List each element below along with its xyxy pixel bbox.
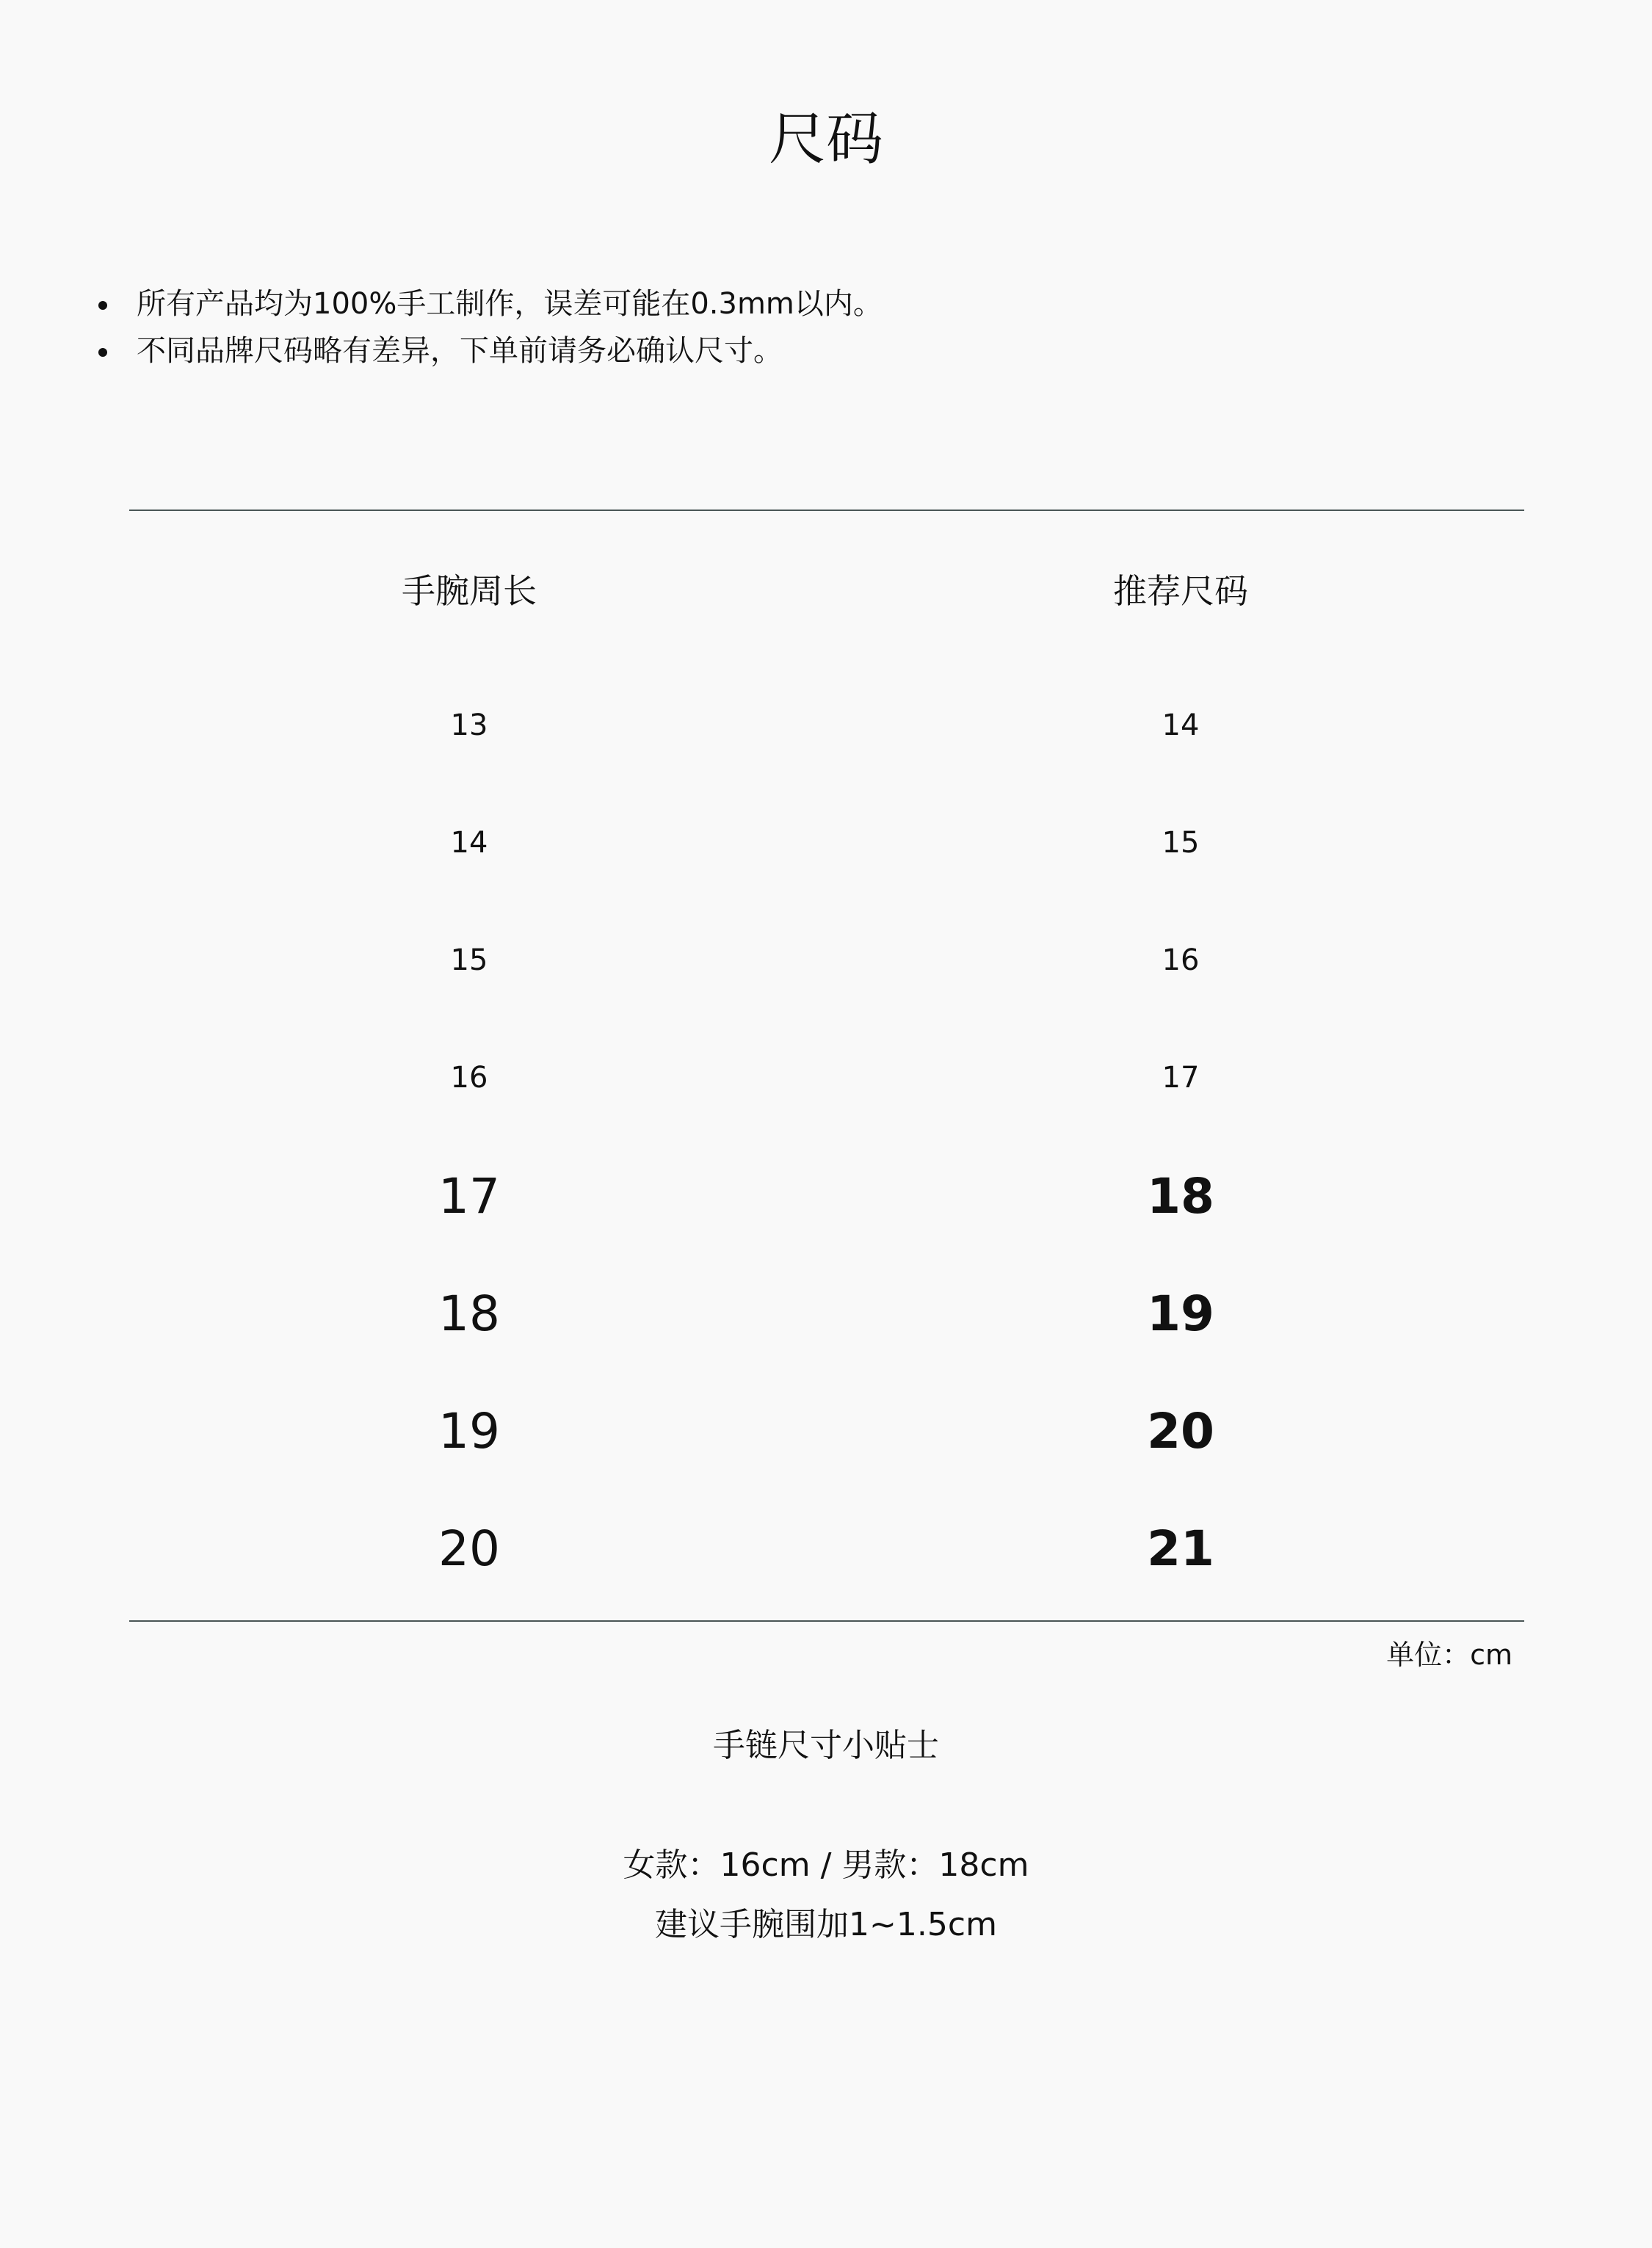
table-cell-size: 16	[1162, 943, 1200, 977]
table-cell-size: 15	[1162, 826, 1200, 860]
column-header-wrist: 手腕周长	[402, 571, 537, 611]
tips-line-sizes: 女款：16cm / 男款：18cm	[623, 1846, 1029, 1884]
table-cell-size: 18	[1147, 1168, 1214, 1225]
table-top-divider	[129, 510, 1524, 511]
unit-label: 单位：cm	[1386, 1639, 1512, 1671]
note-item: 不同品牌尺码略有差异，下单前请务必确认尺寸。	[93, 327, 883, 374]
table-cell-size: 17	[1162, 1061, 1200, 1095]
tips-line-advice: 建议手腕围加1~1.5cm	[655, 1906, 997, 1943]
table-cell-wrist: 15	[450, 943, 488, 977]
table-cell-size: 20	[1147, 1403, 1214, 1460]
table-cell-size: 14	[1162, 708, 1200, 742]
table-cell-wrist: 17	[438, 1168, 500, 1225]
table-cell-size: 21	[1147, 1520, 1214, 1577]
table-cell-wrist: 18	[438, 1286, 500, 1342]
column-header-size: 推荐尺码	[1113, 571, 1248, 611]
table-cell-wrist: 20	[438, 1520, 500, 1577]
page-title: 尺码	[768, 106, 883, 173]
table-cell-wrist: 14	[450, 826, 488, 860]
tips-title: 手链尺寸小贴士	[713, 1727, 939, 1764]
table-cell-wrist: 13	[450, 708, 488, 742]
table-bottom-divider	[129, 1620, 1524, 1622]
notes-list	[93, 280, 883, 374]
note-item: 所有产品均为100%手工制作，误差可能在0.3mm以内。	[93, 280, 883, 327]
table-cell-size: 19	[1147, 1286, 1214, 1342]
table-cell-wrist: 19	[438, 1403, 500, 1460]
table-cell-wrist: 16	[450, 1061, 488, 1095]
